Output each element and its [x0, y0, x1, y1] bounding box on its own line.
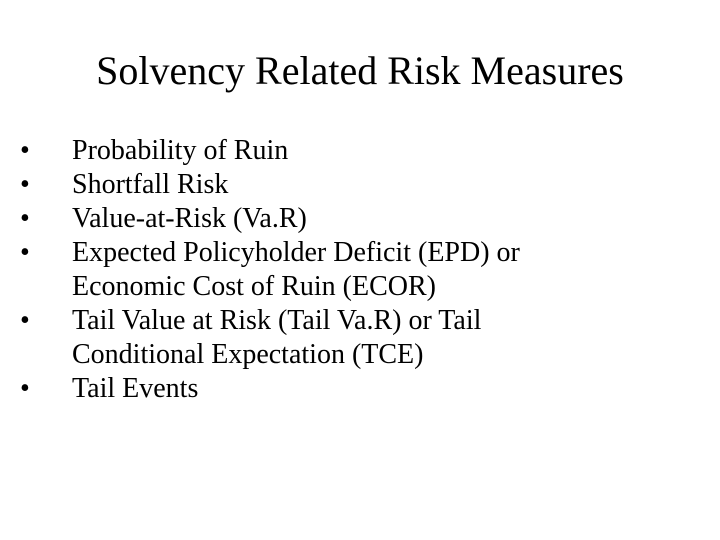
bullet-text: Probability of Ruin	[72, 135, 289, 166]
bullet-item-shortfall-risk	[20, 168, 700, 202]
bullet-text: Value-at-Risk (Va.R)	[72, 203, 307, 234]
bullet-item-epd	[20, 236, 700, 304]
bullet-icon: •	[20, 135, 30, 166]
bullet-icon: •	[20, 169, 30, 200]
bullet-icon: •	[20, 373, 30, 404]
bullet-list	[20, 134, 700, 406]
bullet-text-line-1: Tail Value at Risk (Tail Va.R) or Tail	[72, 305, 482, 336]
bullet-text: Tail Events	[72, 373, 199, 404]
bullet-text-line-2: Conditional Expectation (TCE)	[72, 339, 424, 370]
bullet-text-line-1: Expected Policyholder Deficit (EPD) or	[72, 237, 520, 268]
bullet-text: Shortfall Risk	[72, 169, 229, 200]
bullet-icon: •	[20, 305, 30, 336]
bullet-item-tail-events	[20, 372, 700, 406]
bullet-icon: •	[20, 237, 30, 268]
bullet-item-value-at-risk	[20, 202, 700, 236]
bullet-icon: •	[20, 203, 30, 234]
bullet-text-line-2: Economic Cost of Ruin (ECOR)	[72, 271, 436, 302]
bullet-item-probability-of-ruin	[20, 134, 700, 168]
slide-title: Solvency Related Risk Measures	[96, 48, 624, 93]
bullet-item-tail-var	[20, 304, 700, 372]
